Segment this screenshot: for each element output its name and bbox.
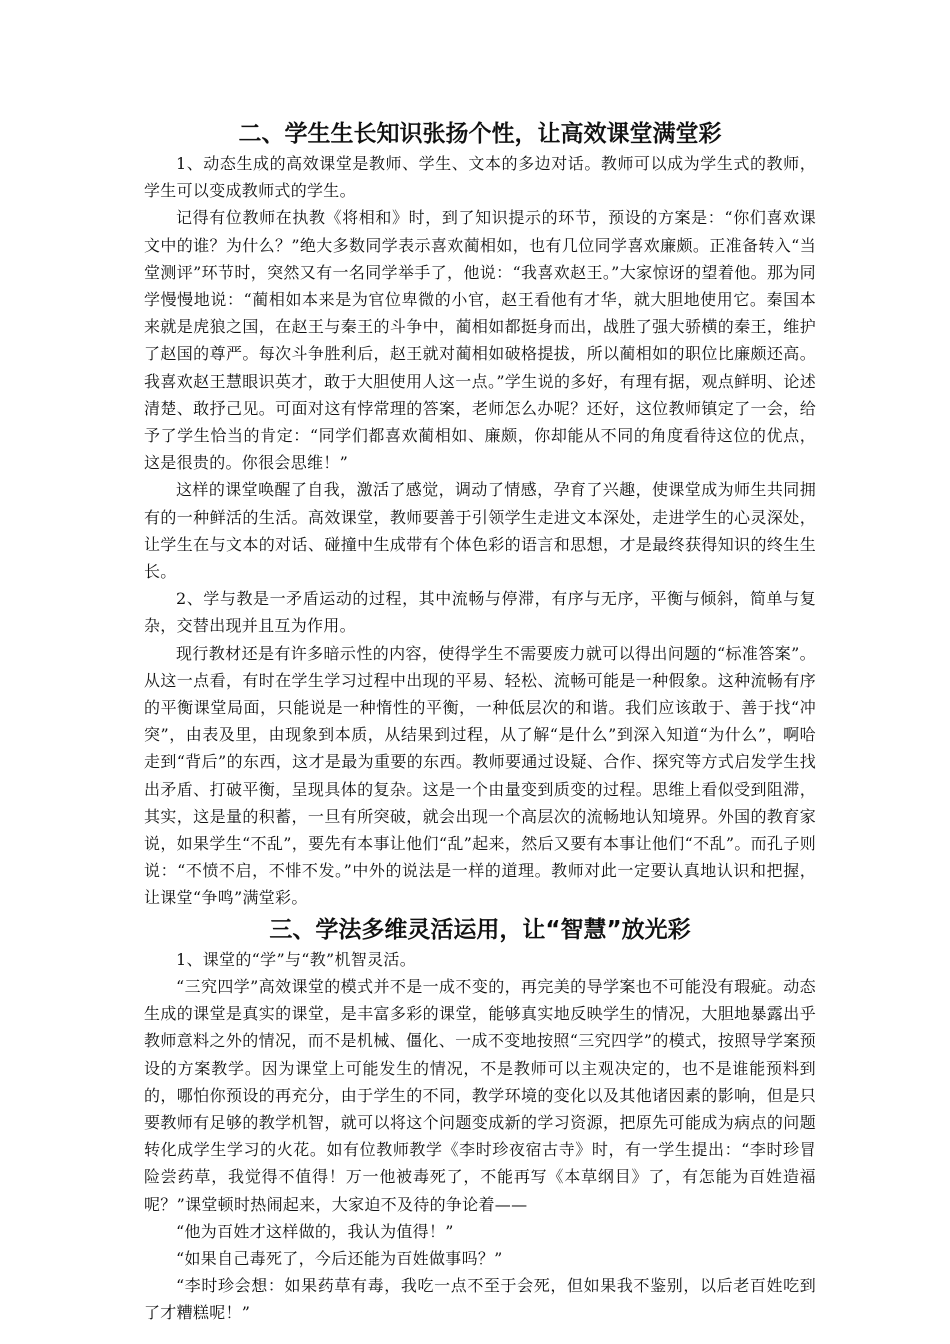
paragraph: 这样的课堂唤醒了自我，激活了感觉，调动了情感，孕育了兴趣，使课堂成为师生共同拥有的一种鲜活的生活。高效课堂，教师要善于引领学生走进文本深处，走进学生的心灵深处，让学生在与文本的对话、碰撞中生成带有个体色彩的语言和思想，才是最终获得知识的终生生长。 (144, 480, 816, 582)
document-body (144, 118, 816, 1327)
paragraph: “如果自己毒死了，今后还能为百姓做事吗？” (176, 1248, 503, 1268)
section-3-heading: 三、学法多维灵活运用，让“智慧”放光彩 (269, 916, 691, 943)
paragraph: 现行教材还是有许多暗示性的内容，使得学生不需要废力就可以得出问题的“标准答案”。从这一点看，有时在学生学习过程中出现的平易、轻松、流畅可能是一种假象。这种流畅有序的平衡课堂局面，只能说是一种惰性的平衡，一种低层次的和谐。我们应该敢于、善于找“冲突”，由表及里，由现象到本质，从结果到过程，从了解“是什么”到深入知道“为什么”，啊哈走到“背后”的东西，这才是最为重要的东西。教师要通过设疑、合作、探究等方式启发学生找出矛盾、打破平衡，呈现具体的复杂。这是一个由量变到质变的过程。思维上看似受到阻滞，其实，这是量的积蓄，一旦有所突破，就会出现一个高层次的流畅地认知境界。外国的教育家说，如果学生“不乱”，要先有本事让他们“乱”起来，然后又要有本事让他们“不乱”。而孔子则说：“不愤不启，不悱不发。”中外的说法是一样的道理。教师对此一定要认真地认识和把握，让课堂“争鸣”满堂彩。 (144, 643, 816, 908)
paragraph: 2、学与教是一矛盾运动的过程，其中流畅与停滞，有序与无序，平衡与倾斜，简单与复杂，交替出现并且互为作用。 (144, 589, 816, 636)
section-2-heading: 二、学生生长知识张扬个性，让高效课堂满堂彩 (238, 121, 722, 147)
paragraph: “他为百姓才这样做的，我认为值得！” (176, 1221, 454, 1241)
paragraph: 1、动态生成的高效课堂是教师、学生、文本的多边对话。教师可以成为学生式的教师，学生可以变成教师式的学生。 (144, 154, 816, 201)
paragraph: 1、课堂的“学”与“教”机智灵活。 (176, 949, 416, 969)
paragraph: 记得有位教师在执教《将相和》时，到了知识提示的环节，预设的方案是：“你们喜欢课文中的谁？为什么？”绝大多数同学表示喜欢蔺相如，也有几位同学喜欢廉颇。正准备转入“当堂测评”环节时，突然又有一名同学举手了，他说：“我喜欢赵王。”大家惊讶的望着他。那为同学慢慢地说：“蔺相如本来是为官位卑微的小官，赵王看他有才华，就大胆地使用它。秦国本来就是虎狼之国，在赵王与秦王的斗争中，蔺相如都挺身而出，战胜了强大骄横的秦王，维护了赵国的尊严。每次斗争胜利后，赵王就对蔺相如破格提拔，所以蔺相如的职位比廉颇还高。我喜欢赵王慧眼识英才，敢于大胆使用人这一点。”学生说的多好，有理有据，观点鲜明、论述清楚、敢抒己见。可面对这有悖常理的答案，老师怎么办呢？还好，这位教师镇定了一会，给予了学生恰当的肯定：“同学们都喜欢蔺相如、廉颇，你却能从不同的角度看待这位的优点，这是很贵的。你很会思维！” (144, 208, 816, 473)
paragraph: “李时珍会想：如果药草有毒，我吃一点不至于会死，但如果我不鉴别，以后老百姓吃到了才糟糕呢！” (144, 1276, 816, 1323)
paragraph: “三究四学”高效课堂的模式并不是一成不变的，再完美的导学案也不可能没有瑕疵。动态生成的课堂是真实的课堂，是丰富多彩的课堂，能够真实地反映学生的情况，大胆地暴露出乎教师意料之外的情况，而不是机械、僵化、一成不变地按照“三究四学”的模式，按照导学案预设的方案教学。因为课堂上可能发生的情况，不是教师可以主观决定的，也不是谁能预料到的，哪怕你预设的再充分，由于学生的不同，教学环境的变化以及其他诸因素的影响，但是只要教师有足够的教学机智，就可以将这个问题变成新的学习资源，把原先可能成为病点的问题转化成学生学习的火花。如有位教师教学《李时珍夜宿古寺》时，有一学生提出：“李时珍冒险尝药草，我觉得不值得！万一他被毒死了，不能再写《本草纲目》了，有怎能为百姓造福呢？”课堂顿时热闹起来，大家迫不及待的争论着—— (144, 976, 816, 1214)
